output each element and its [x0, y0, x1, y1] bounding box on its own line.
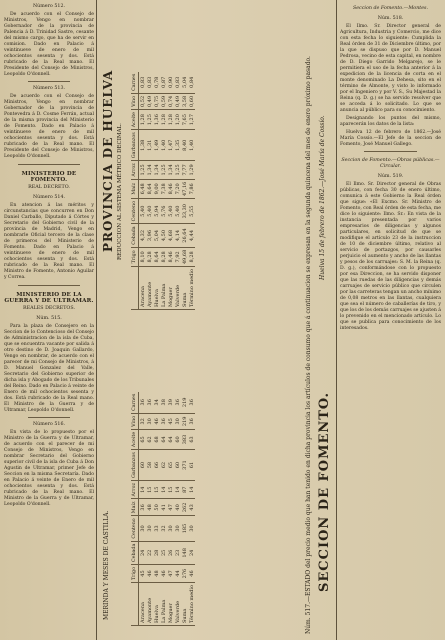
table-cell: 87 [181, 481, 188, 499]
table-cell: 4,50 [160, 224, 167, 247]
decree-number-515: Núm. 515. [36, 316, 62, 321]
column-header: Carnes [131, 72, 139, 94]
table-cell: 15 [146, 481, 153, 499]
table-cell: 1,38 [139, 130, 147, 161]
reales-decretos-heading: REALES DECRETOS. [23, 306, 75, 311]
table-cell: 45 [139, 565, 147, 583]
table-row [174, 72, 181, 310]
table-cell: 32 [139, 413, 147, 429]
table-cell: 1,25 [160, 161, 167, 179]
column-header: Arroz [131, 481, 139, 499]
table-cell: 47,16 [181, 179, 188, 198]
table-cell: 8,64 [146, 179, 153, 198]
table-cell: 4,14 [174, 224, 181, 247]
table-row [139, 392, 147, 626]
column-rule [336, 0, 337, 640]
table-title: Núm. 517.—ESTADO del precio medio que han tenido en dicha provincia los artículos de consumo que á continuacion se expresan en la segunda quincena del mes de enero próximo pasado. [305, 56, 312, 634]
column-header: Cebada [131, 541, 139, 564]
table-cell: 64 [167, 429, 174, 449]
table-cell: 7,65 [181, 110, 188, 130]
column-header: Maíz [131, 499, 139, 516]
table-cell: 0,49 [146, 93, 153, 109]
table-cell: 1,25 [139, 161, 147, 179]
divider [28, 81, 70, 82]
decree-text-513: De acuerdo con el Consejo de Ministros, Vengo en nombrar Gobernador de la provincia de Pontevedra á D. Cosme Ferrán, actual de la misma provincia del Ministerio de Fomento. Dado en Palacio á veintinueve de enero de mil ochocientos sesenta y dos. Está rubricado de la Real mano. El Presidente del Consejo de Ministros, Leopoldo O'donnell. [4, 94, 94, 159]
table-cell: 65 [167, 450, 174, 481]
column-header: Centeno [131, 198, 139, 223]
table-cell: 38 [160, 392, 167, 414]
decree-text-512: De acuerdo con el Consejo de Ministros, Vengo en nombrar Gobernador de la provincia de Palencia á D. Trinidad Sastre, cesante del mismo cargo, que ha de servir en comision. Dado en Palacio á veintinueve de enero de mil ochocientos sesenta y dos. Está rubricado de la Real mano. El Presidente del Consejo de Ministros, Leopoldo O'donnell. [4, 12, 94, 77]
table-cell: 7,77 [181, 161, 188, 179]
table-cell: 43 [188, 499, 195, 516]
column-header: Vino [131, 93, 139, 109]
table-cell: 276 [181, 565, 188, 583]
table-cell: 33,30 [181, 198, 188, 223]
table-cell: 40 [174, 499, 181, 516]
right-column [340, 0, 441, 640]
table-cell: 1,36 [153, 110, 160, 130]
table-cell: 7,92 [174, 247, 181, 266]
table-cell: 1,47 [167, 130, 174, 161]
real-decreto-heading: REAL DECRETO. [28, 185, 70, 190]
ministry-fomento-heading: MINISTERIO DE FOMENTO. [21, 171, 77, 183]
table-cell: 36 [146, 392, 153, 414]
table-cell: 48 [146, 499, 153, 516]
table-cell: 8,28 [188, 247, 195, 266]
row-label: Moguer [167, 583, 174, 626]
table-cell: 30 [174, 516, 181, 541]
table-cell: 7,86 [188, 179, 195, 198]
table-cell: 0,59 [160, 93, 167, 109]
table-row [146, 392, 153, 626]
table-cell: 26 [167, 541, 174, 564]
table-cell: 47 [167, 565, 174, 583]
table-cell: 185 [181, 516, 188, 541]
column-header: Trigo [131, 565, 139, 583]
section-obras-heading: Seccion de Fomento.—Obras públicas.—Circular. [341, 158, 440, 169]
table-row [167, 72, 174, 310]
table-cell: 0,83 [146, 72, 153, 94]
table-row [160, 72, 167, 310]
table-cell: 8,46 [167, 247, 174, 266]
column-header: Vino [131, 413, 139, 429]
table-row [174, 392, 181, 626]
table-cell: 0,74 [167, 93, 174, 109]
divider [18, 164, 80, 165]
table-cell: 4,32 [139, 224, 147, 247]
divider [364, 151, 417, 152]
table-cell: 4,68 [167, 224, 174, 247]
table-cell: 25 [160, 541, 167, 564]
table-cell: 0,78 [153, 72, 160, 94]
table-cell: 50 [153, 499, 160, 516]
row-label: Ayamonte [146, 583, 153, 626]
table-cell: 4,44 [188, 224, 195, 247]
table-cell: 28 [153, 541, 160, 564]
table-cell: 63 [188, 429, 195, 449]
table-cell: 14 [139, 481, 147, 499]
table-cell: 1,40 [160, 130, 167, 161]
table-cell: 44 [174, 565, 181, 583]
table-cell: 26,64 [181, 224, 188, 247]
table-cell: 46 [146, 565, 153, 583]
table-row [181, 392, 188, 626]
row-label: Huelva [153, 583, 160, 626]
column-header: Aceite [131, 110, 139, 130]
table-cell: 9,00 [153, 179, 160, 198]
notice-text-519: El Ilmo. Sr. Director general de Obras públicas, con fecha 30 de enero último, comunica á este Gobierno la Real órden que sigue: «El Excmo. Sr. Ministro de Fomento, con Real órden de esta fecha, me dice lo siguiente: Ilmo. Sr.: En vista de la instancia presentada por varios empresarios de diligencias y algunos particulares, en solicitud de que se modifique el artículo 23 de la instruccion de 10 de diciembre último, relativo al servicio de portazgos, por causarles perjuicio el aumento y ancho de las llantas y pesos de los carruajes: S. M. la Reina (q. D. g.), conformándose con lo propuesto por esa Direccion, se ha servido disponer que las ruedas de las diligencias y demás carruajes de servicio público que circulen por las carreteras tengan un ancho mínimo de 0,08 metros en las llantas, cualquiera que sea el número de caballerías de tiro, y que los de los demás carruajes se ajusten á lo prevenido en el mencionado artículo. Lo que se publica para conocimiento de los interesados. [340, 182, 441, 331]
price-table-block [95, 0, 335, 640]
table-cell: 1,34 [153, 161, 160, 179]
table-cell: 8,28 [160, 247, 167, 266]
table-cell: 1,28 [167, 110, 174, 130]
column-header: Garbanzos [131, 130, 139, 161]
row-label: Valverde [174, 267, 181, 310]
table-cell: 32 [160, 516, 167, 541]
table-cell: 24 [139, 541, 147, 564]
row-label: Término medio [188, 583, 195, 626]
column-header: Carnes [131, 392, 139, 414]
table-cell: 24 [188, 541, 195, 564]
table-cell: 62 [146, 429, 153, 449]
notice-text-518: El Ilmo. Sr. Director general de Agricultura, Industria y Comercio, me dice con esta fecha lo siguiente: Cumplida la Real órden de 31 de Diciembre último, por la que se dispuso que por D. Manuel Pedrosa, vecino de esta capital, en nombre de D. Diego Garrido Melgarejo, se le permitiera el uso de la fecha anterior á la expedicion de la licencia de corta en el monte denominado La Dehesa, sito en el término de Almonte, y visto lo informado por el Ingeniero y por V. S., Su Majestad la Reina (q. D. g.) se ha servido resolver que se acceda á lo solicitado. Lo que se anuncia al público para su conocimiento. [340, 24, 441, 113]
column-header: Cebada [131, 224, 139, 247]
table-cell: 0,84 [188, 72, 195, 94]
table-cell: 41 [160, 499, 167, 516]
table-cell: 7,38 [160, 179, 167, 198]
table-cell: 5,40 [139, 198, 147, 223]
table-row [139, 72, 147, 310]
decree-text-516: En vista de lo propuesto por el Ministro de la Guerra y de Ultramar, de acuerdo con el parecer de mi Consejo de Ministros, Vengo en nombrar Secretario del Gobierno superior civil de la isla de Cuba á Don Agustin de Ultramar, primer Jefe de Seccion en la misma Secretaría. Dado en Palacio á veinte de Enero de mil ochocientos sesenta y dos. Está rubricado de la Real mano. El Ministro de la Guerra y de Ultramar, Leopoldo O'donnell. [4, 430, 94, 507]
signature-line: Huelva 15 de febrero de 1862.—José María de Cossío. [319, 115, 326, 280]
table-cell: 5,04 [181, 72, 188, 94]
column-header: Garbanzos [131, 450, 139, 481]
decree-number-512: Número 512. [32, 4, 66, 9]
row-label: Suma [181, 583, 188, 626]
row-label: Aracena [139, 583, 147, 626]
table-cell: 64 [160, 429, 167, 449]
table-cell: 60 [174, 429, 181, 449]
table-cell: 60 [139, 450, 147, 481]
column-header: Arroz [131, 161, 139, 179]
table-cell: 1,34 [146, 161, 153, 179]
table-cell: 5,94 [153, 198, 160, 223]
table-cell: 0,87 [160, 72, 167, 94]
table-cell: 0,83 [174, 72, 181, 94]
row-label: Aracena [139, 267, 147, 310]
table-cell: 36 [139, 392, 147, 414]
table-cell: 1,29 [188, 161, 195, 179]
table-cell: 30 [188, 516, 195, 541]
table-cell: 5,55 [188, 198, 195, 223]
row-label: Huelva [153, 267, 160, 310]
table-cell: 8,10 [139, 247, 147, 266]
table-cell: 66 [153, 450, 160, 481]
table-cell: 36 [139, 499, 147, 516]
table-cell: 0,75 [153, 93, 160, 109]
table-cell: 60 [174, 450, 181, 481]
table-row [181, 72, 188, 310]
table-cell: 0,52 [139, 93, 147, 109]
column-header: Trigo [131, 247, 139, 266]
table-cell: 1,35 [174, 130, 181, 161]
table-row [153, 72, 160, 310]
table-row [188, 392, 195, 626]
decree-text-514: En atencion á las méritos y circunstancias que concurren en Don Daniel Carballo, Diputado á Córtes y Secretario del Gobierno civil de la provincia de Madrid, Vengo en nombrarle Oficial tercero de la clase de primeros del Ministerio de Fomento. Dado en Palacio á veintinueve de enero de mil ochocientos sesenta y dos. Está rubricado de la Real mano. El Ministro de Fomento, Antonio Aguilar y Correa. [4, 203, 94, 280]
table-cell: 5,76 [160, 198, 167, 223]
table-cell: 36 [188, 392, 195, 414]
table-row [160, 392, 167, 626]
table-cell: 1,20 [174, 110, 181, 130]
row-label: La Palma [160, 583, 167, 626]
table-row [188, 72, 195, 310]
table-cell: 8,28 [146, 247, 153, 266]
table-cell: 62 [160, 450, 167, 481]
table-cell: 30 [167, 516, 174, 541]
column-header-district [131, 267, 139, 310]
row-label: Ayamonte [146, 267, 153, 310]
table-cell: 0,90 [167, 72, 174, 94]
table-cell: 30 [174, 413, 181, 429]
notice-number-519: Núm. 519. [377, 174, 404, 179]
seccion-fomento-heading: SECCION DE FOMENTO. [317, 391, 332, 592]
table-cell: 46 [153, 413, 160, 429]
right-table-heading: REDUCCION AL SISTEMA MÉTRICO DECIMAL. [117, 123, 123, 260]
divider [18, 285, 80, 286]
table-cell: 5,04 [153, 224, 160, 247]
decree-number-516: Número 516. [32, 422, 66, 427]
table-cell: 30 [139, 516, 147, 541]
table-cell: 15 [167, 481, 174, 499]
table-cell: 30 [146, 516, 153, 541]
row-label: Moguer [167, 267, 174, 310]
table-row [167, 392, 174, 626]
table-cell: 49,68 [181, 247, 188, 266]
table-cell: 23 [174, 541, 181, 564]
price-table-castilla [131, 392, 195, 626]
table-cell: 383 [181, 429, 188, 449]
price-table-metric [131, 72, 195, 310]
table-cell: 22 [146, 541, 153, 564]
row-label: La Palma [160, 267, 167, 310]
table-cell: 8,46 [167, 179, 174, 198]
table-cell: 1,25 [174, 161, 181, 179]
decree-text-515: Para la plaza de Consejero en la Seccion de lo Contencioso del Consejo de Administracion de la isla de Cuba, que se encuentra vacante por salida á otro destino de D. Joaquin Gallardo, Vengo en nombrar, de acuerdo con el parecer de mi Consejo de Ministros, á D. Manuel Gonzalez del Valle, Secretario del Gobierno superior de dicha isla y Abogado de los Tribunales del Reino. Dado en Palacio á veinte de Enero de mil ochocientos sesenta y dos. Está rubricado de la Real mano. El Ministro de la Guerra y de Ultramar, Leopoldo O'donnell. [4, 324, 94, 413]
table-cell: 33 [153, 516, 160, 541]
table-cell: 68 [153, 429, 160, 449]
left-column [4, 0, 94, 640]
table-cell: 6,48 [139, 179, 147, 198]
column-header: Aceite [131, 429, 139, 449]
table-cell: 8,64 [153, 247, 160, 266]
table-cell: 1,34 [167, 161, 174, 179]
table-cell: 15 [153, 481, 160, 499]
table-cell: 30 [146, 413, 153, 429]
table-cell: 0,60 [188, 93, 195, 109]
divider [28, 417, 70, 418]
table-cell: 1,28 [160, 110, 167, 130]
table-cell: 5,40 [174, 198, 181, 223]
table-cell: 7,20 [174, 179, 181, 198]
column-header-district [131, 583, 139, 626]
table-cell: 47 [167, 499, 174, 516]
table-cell: 1,27 [188, 110, 195, 130]
table-cell: 61 [188, 450, 195, 481]
row-label: Valverde [174, 583, 181, 626]
table-cell: 3,58 [181, 93, 188, 109]
table-cell: 65 [139, 429, 147, 449]
table-cell: 262 [181, 499, 188, 516]
table-cell: 0,49 [174, 93, 181, 109]
table-cell: 45 [167, 413, 174, 429]
table-cell: 1,25 [146, 110, 153, 130]
row-label: Término medio [188, 267, 195, 310]
table-row [146, 72, 153, 310]
ministry-guerra-heading: MINISTERIO DE LA GUERRA Y DE ULTRAMAR. [4, 292, 94, 304]
left-table-heading: MERINDA Y MESES DE CASTILLA. [103, 510, 110, 620]
table-cell: 1,28 [139, 110, 147, 130]
table-cell: 5,40 [167, 198, 174, 223]
table-cell: 8,40 [181, 130, 188, 161]
table-cell: 1,40 [188, 130, 195, 161]
table-cell: 14 [160, 481, 167, 499]
column-header: Centeno [131, 516, 139, 541]
table-cell: 58 [146, 450, 153, 481]
table-cell: 34 [153, 392, 160, 414]
section-montes-heading: Seccion de Fomento.—Montes. [352, 6, 429, 11]
table-cell: 36 [188, 413, 195, 429]
notice-signature-518: Huelva 12 de febrero de 1862.—José María Cossío.—El Jefe de la seccion de Fomento, José Manuel Gallego. [340, 130, 441, 147]
table-cell: 1,31 [146, 130, 153, 161]
decree-number-514: Número 514. [32, 195, 66, 200]
table-cell: 46 [160, 565, 167, 583]
table-cell: 39 [167, 392, 174, 414]
table-cell: 1,49 [153, 130, 160, 161]
table-cell: 219 [181, 413, 188, 429]
decree-number-513: Número 513. [32, 86, 66, 91]
province-heading: PROVINCIA DE HUELVA [101, 69, 115, 252]
table-row [153, 392, 160, 626]
table-cell: 371 [181, 450, 188, 481]
table-cell: 219 [181, 392, 188, 414]
table-cell: 46 [188, 565, 195, 583]
table-cell: 36 [174, 392, 181, 414]
notice-number-518: Núm. 518. [377, 16, 404, 21]
table-cell: 0,83 [139, 72, 147, 94]
row-label: Suma [181, 267, 188, 310]
notice-text-518b: Designando los puntos del mismo, aparecerán los datos de la lista: [340, 116, 441, 127]
table-cell: 14 [188, 481, 195, 499]
table-cell: 148 [181, 541, 188, 564]
table-cell: 36 [160, 413, 167, 429]
table-cell: 5,40 [146, 198, 153, 223]
table-cell: 48 [153, 565, 160, 583]
table-cell: 3,96 [146, 224, 153, 247]
column-header: Maíz [131, 179, 139, 198]
table-cell: 14 [174, 481, 181, 499]
